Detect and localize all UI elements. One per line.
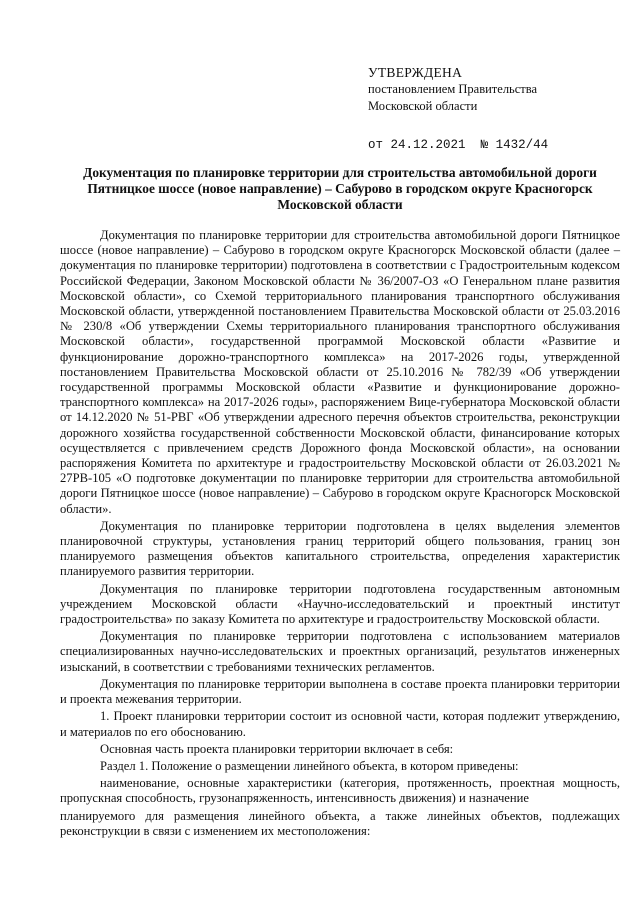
body-paragraph: наименование, основные характеристики (категория, протяженность, проектная мощность, пропускная способность, грузонапряженность, интенсивность движения) и назначение <box>60 776 620 806</box>
body-paragraph: Документация по планировке территории подготовлена с использованием материалов специализированных научно-исследовательских и проектных организаций, результатов инженерных изысканий, в соответствии с требованиями технических регламентов. <box>60 629 620 674</box>
number-sign: № <box>480 138 489 152</box>
date-prefix: от <box>368 138 384 152</box>
body-paragraph: планируемого для размещения линейного объекта, а также линейных объектов, подлежащих реконструкции в связи с изменением их местоположения: <box>60 808 620 838</box>
document-body <box>60 228 620 841</box>
body-paragraph: Документация по планировке территории выполнена в составе проекта планировки территории и проекта межевания территории. <box>60 676 620 707</box>
approval-date: 24.12.2021 <box>390 138 466 152</box>
approval-number: 1432/44 <box>495 138 549 152</box>
body-paragraph: Документация по планировке территории для строительства автомобильной дороги Пятницкое шоссе (новое направление) – Сабурово в городском округе Красногорск Московской области (далее – документация по планировке территории) подготовлена в соответствии с Градостроительным кодексом Российской Федерации, Законом Московской области № 36/2007-ОЗ «О Генеральном плане развития Московской области», со Схемой территориального планирования транспортного обслуживания Московской области, утвержденной постановлением Правительства Московской области от 25.03.2016 № 230/8 «Об утверждении Схемы территориального планирования транспортного обслуживания Московской области», государственной программой Московской области «Развитие и функционирование дорожно-транспортного комплекса» на 2017-2026 годы, утвержденной постановлением Правительства Московской области от 25.10.2016 № 782/39 «Об утверждении государственной программы Московской области «Развитие и функционирование дорожно-транспортного комплекса» на 2017-2026 годы», распоряжением Вице-губернатора Московской области от 14.12.2020 № 51-РВГ «Об утверждении адресного перечня объектов строительства, реконструкции дорожного хозяйства государственной собственности Московской области, финансирование которых осуществляется с привлечением средств Дорожного фонда Московской области», на основании распоряжения Комитета по архитектуре и градостроительству Московской области от 26.03.2021 № 27РВ-105 «О подготовке документации по планировке территории для строительства автомобильной дороги Пятницкое шоссе (новое направление) – Сабурово в городском округе Красногорск Московской области». <box>60 228 620 516</box>
body-paragraph: Документация по планировке территории подготовлена в целях выделения элементов планировочной структуры, установления границ территорий общего пользования, границ зон планируемого размещения объектов капитального строительства, определения характеристик планируемого развития территории. <box>60 518 620 579</box>
approval-stamp: УТВЕРЖДЕНА <box>368 65 463 80</box>
document-title: Документация по планировке территории для строительства автомобильной дороги Пятницкое шоссе (новое направление) – Сабурово в городском округе Красногорск Московской области <box>83 165 597 212</box>
body-paragraph: Раздел 1. Положение о размещении линейного объекта, в котором приведены: <box>100 758 519 773</box>
body-paragraph: Основная часть проекта планировки территории включает в себя: <box>100 741 454 756</box>
body-paragraph: 1. Проект планировки территории состоит из основной части, которая подлежит утверждению, и материалов по его обоснованию. <box>60 709 620 739</box>
approval-authority-line-1: постановлением Правительства <box>368 82 538 96</box>
approval-date-line <box>368 137 548 154</box>
body-paragraph: Документация по планировке территории подготовлена государственным автономным учреждением Московской области «Научно-исследовательский и проектный институт градостроительства» по заказу Комитета по архитектуре и градостроительству Московской области. <box>60 581 620 627</box>
approval-block <box>368 64 548 154</box>
approval-authority-line-2: Московской области <box>368 99 478 113</box>
